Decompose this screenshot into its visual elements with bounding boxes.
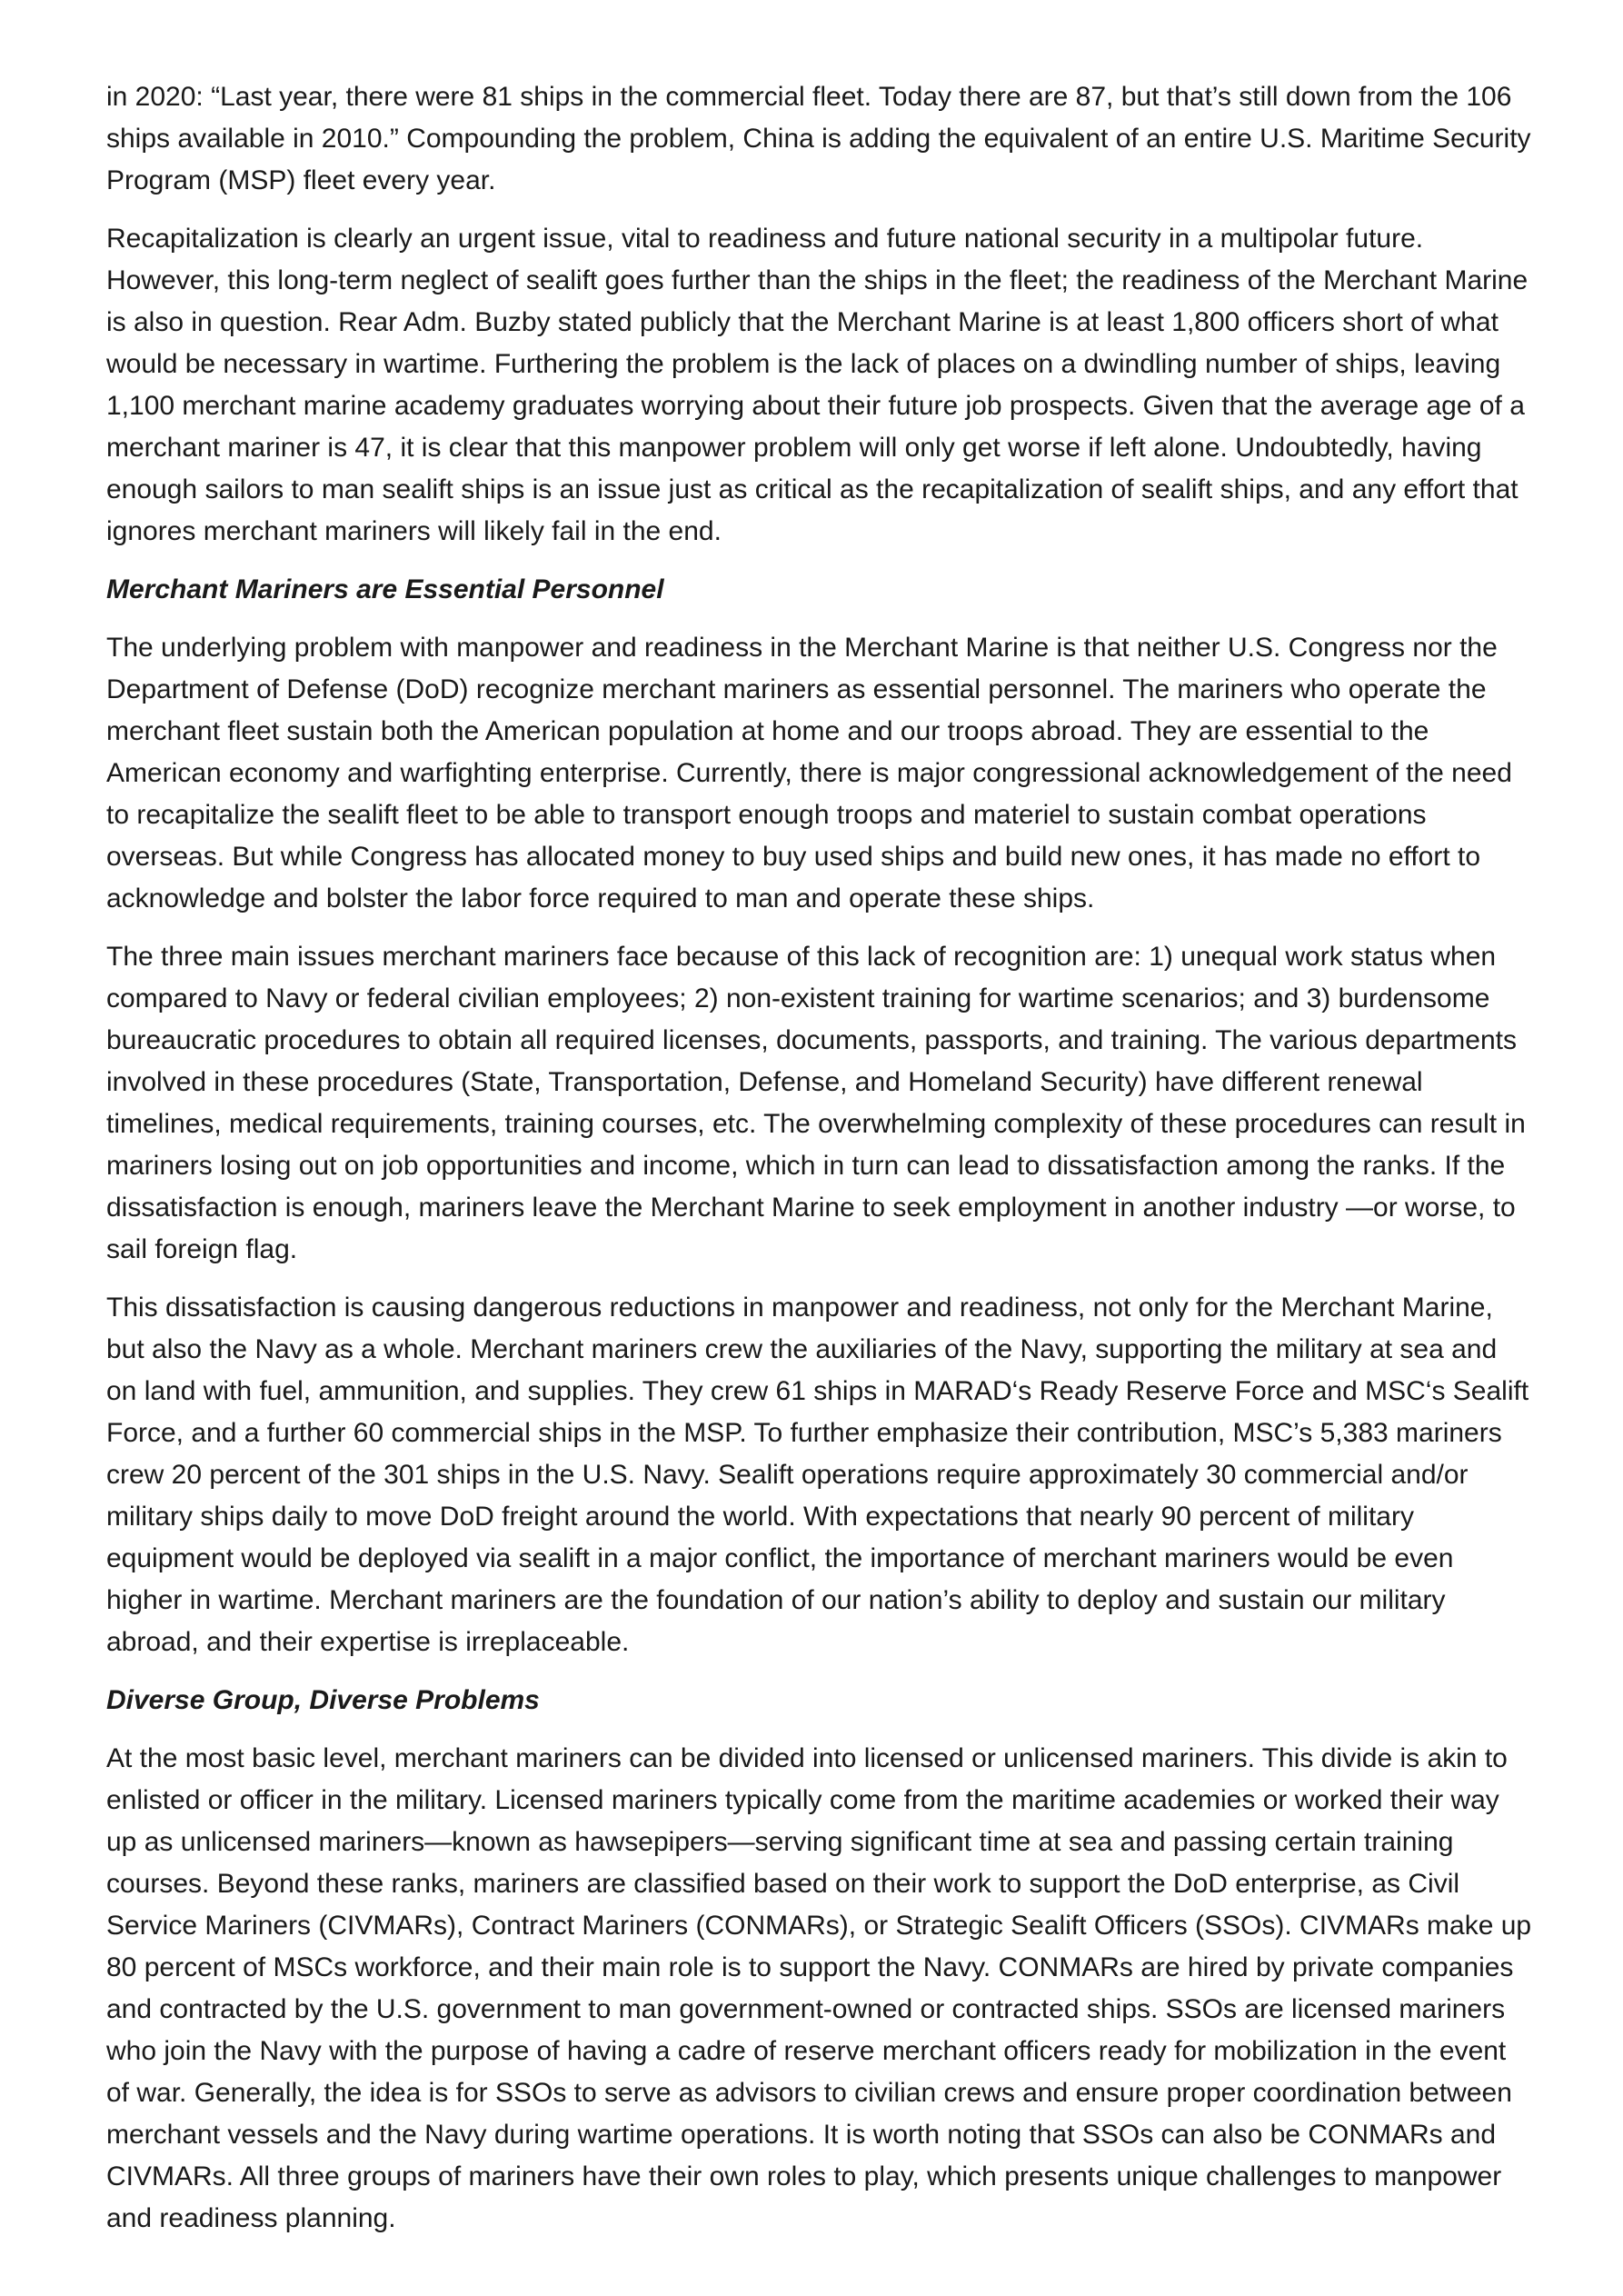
article-body (106, 76, 1533, 2256)
paragraph-recapitalization: Recapitalization is clearly an urgent issue, vital to readiness and future national security in a multipolar future. However, this long-term neglect of sealift goes further than the ships in the fleet; the readiness of the Merchant Marine is also in question. Rear Adm. Buzby stated publicly that the Merchant Marine is at least 1,800 officers short of what would be necessary in wartime. Furthering the problem is the lack of places on a dwindling number of ships, leaving 1,100 merchant marine academy graduates worrying about their future job prospects. Given that the average age of a merchant mariner is 47, it is clear that this manpower problem will only get worse if left alone. Undoubtedly, having enough sailors to man sealift ships is an issue just as critical as the recapitalization of sealift ships, and any effort that ignores merchant mariners will likely fail in the end. (106, 224, 1528, 546)
section-heading-essential-personnel: Merchant Mariners are Essential Personnel (106, 574, 664, 604)
paragraph-three-main-issues: The three main issues merchant mariners face because of this lack of recognition are: 1) unequal work status when compared to Navy or federal civilian employees; 2) non-existent training for wartime scenarios; and 3) burdensome bureaucratic procedures to obtain all required licenses, documents, passports, and training. The various departments involved in these procedures (State, Transportation, Defense, and Homeland Security) have different renewal timelines, medical requirements, training courses, etc. The overwhelming complexity of these procedures can result in mariners losing out on job opportunities and income, which in turn can lead to dissatisfaction among the ranks. If the dissatisfaction is enough, mariners leave the Merchant Marine to seek employment in another industry —or worse, to sail foreign flag. (106, 942, 1526, 1264)
paragraph-mariner-types: At the most basic level, merchant mariners can be divided into licensed or unlicensed mariners. This divide is akin to enlisted or officer in the military. Licensed mariners typically come from the maritime academies or worked their way up as unlicensed mariners—known as hawsepipers—serving significant time at sea and passing certain training courses. Beyond these ranks, mariners are classified based on their work to support the DoD enterprise, as Civil Service Mariners (CIVMARs), Contract Mariners (CONMARs), or Strategic Sealift Officers (SSOs). CIVMARs make up 80 percent of MSCs workforce, and their main role is to support the Navy. CONMARs are hired by private companies and contracted by the U.S. government to man government-owned or contracted ships. SSOs are licensed mariners who join the Navy with the purpose of having a cadre of reserve merchant officers ready for mobilization in the event of war. Generally, the idea is for SSOs to serve as advisors to civilian crews and ensure proper coordination between merchant vessels and the Navy during wartime operations. It is worth noting that SSOs can also be CONMARs and CIVMARs. All three groups of mariners have their own roles to play, which presents unique challenges to manpower and readiness planning. (106, 1743, 1532, 2233)
paragraph-underlying-problem: The underlying problem with manpower and readiness in the Merchant Marine is that neither U.S. Congress nor the Department of Defense (DoD) recognize merchant mariners as essential personnel. The mariners who operate the merchant fleet sustain both the American population at home and our troops abroad. They are essential to the American economy and warfighting enterprise. Currently, there is major congressional acknowledgement of the need to recapitalize the sealift fleet to be able to transport enough troops and materiel to sustain combat operations overseas. But while Congress has allocated money to buy used ships and build new ones, it has made no effort to acknowledge and bolster the labor force required to man and operate these ships. (106, 633, 1512, 913)
section-heading-diverse-group: Diverse Group, Diverse Problems (106, 1685, 540, 1715)
paragraph-fleet-size: in 2020: “Last year, there were 81 ships in the commercial fleet. Today there are 87, but that’s still down from the 106 ships available in 2010.” Compounding the problem, China is adding the equivalent of an entire U.S. Maritime Security Program (MSP) fleet every year. (106, 82, 1531, 195)
paragraph-dissatisfaction: This dissatisfaction is causing dangerous reductions in manpower and readiness, not only for the Merchant Marine, but also the Navy as a whole. Merchant mariners crew the auxiliaries of the Navy, supporting the military at sea and on land with fuel, ammunition, and supplies. They crew 61 ships in MARAD‘s Ready Reserve Force and MSC‘s Sealift Force, and a further 60 commercial ships in the MSP. To further emphasize their contribution, MSC’s 5,383 mariners crew 20 percent of the 301 ships in the U.S. Navy. Sealift operations require approximately 30 commercial and/or military ships daily to move DoD freight around the world. With expectations that nearly 90 percent of military equipment would be deployed via sealift in a major conflict, the importance of merchant mariners would be even higher in wartime. Merchant mariners are the foundation of our nation’s ability to deploy and sustain our military abroad, and their expertise is irreplaceable. (106, 1293, 1529, 1657)
